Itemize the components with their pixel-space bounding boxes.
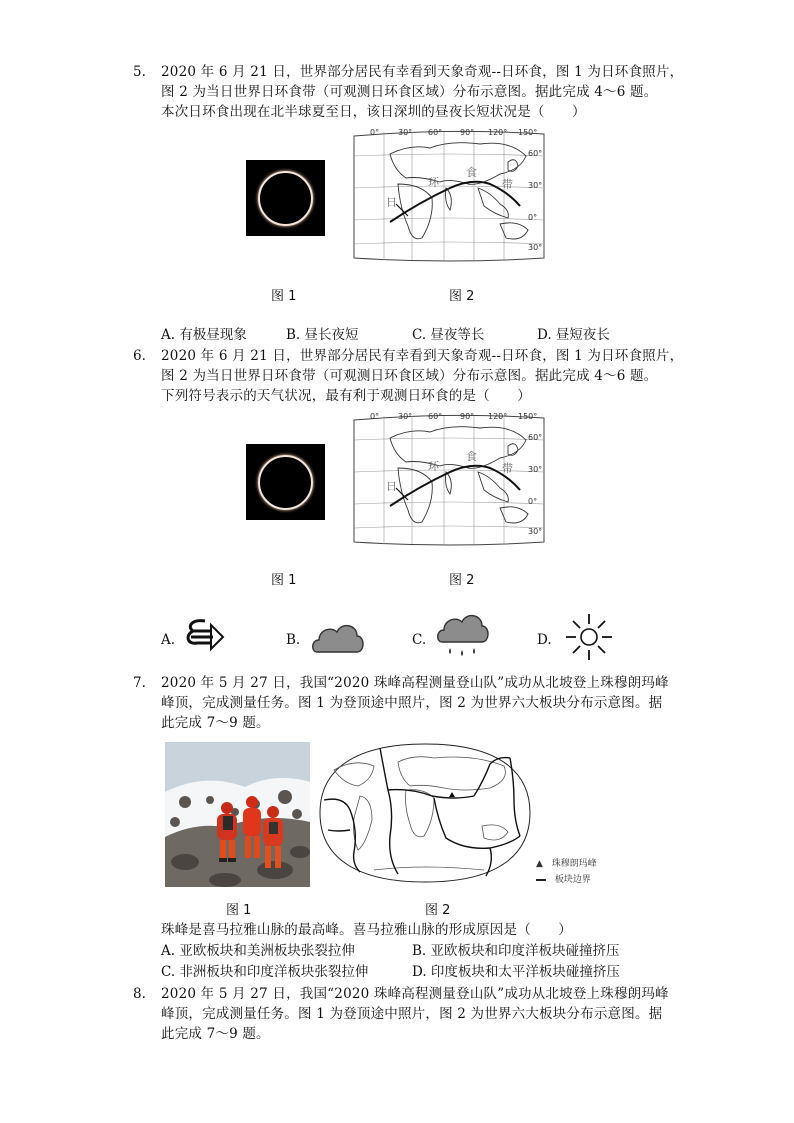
question-5-line-1: 2020 年 6 月 21 日，世界部分居民有幸看到天象奇观--日环食，图 1 为日环食照片，	[161, 64, 684, 80]
eclipse-ring	[258, 171, 313, 226]
rain-icon[interactable]	[436, 612, 490, 660]
map-band-label: 环	[428, 176, 439, 189]
q5-option-a[interactable]: A. 有极昼现象	[161, 327, 247, 343]
map-band-label: 环	[428, 460, 439, 473]
map-band-label: 带	[502, 178, 513, 191]
map-latitude-label: 0°	[528, 213, 538, 222]
map-band-label: 日	[386, 480, 397, 493]
question-6-number: 6.	[133, 348, 146, 364]
q6-option-c-label[interactable]: C.	[412, 632, 427, 648]
q6-figure-1-caption: 图 1	[271, 573, 297, 588]
map-longitude-label: 30°	[398, 128, 413, 137]
question-7-line-3: 此完成 7～9 题。	[161, 715, 270, 731]
q6-option-d-label[interactable]: D.	[537, 632, 552, 648]
tectonic-plates-map	[314, 740, 536, 886]
question-7-line-2: 峰顶，完成测量任务。图 1 为登顶途中照片，图 2 为世界六大板块分布示意图。据	[161, 695, 663, 711]
map-longitude-label: 30°	[398, 412, 413, 421]
map-band-label: 食	[466, 450, 477, 463]
q7-option-b[interactable]: B. 亚欧板块和印度洋板块碰撞挤压	[412, 943, 620, 959]
map-latitude-label: 30°	[528, 527, 543, 536]
q6-option-b-label[interactable]: B.	[286, 632, 301, 648]
map-longitude-label: 90°	[460, 412, 475, 421]
map-latitude-label: 60°	[528, 433, 543, 442]
map-longitude-label: 120°	[488, 128, 508, 137]
q5-figure-2-caption: 图 2	[449, 289, 475, 304]
q7-figure-1-caption: 图 1	[226, 903, 252, 918]
q7-option-c[interactable]: C. 非洲板块和印度洋板块张裂拉伸	[161, 964, 369, 980]
question-7-line-1: 2020 年 5 月 27 日，我国“2020 珠峰高程测量登山队”成功从北坡登上珠穆朗玛峰	[161, 675, 669, 691]
map-longitude-label: 150°	[518, 412, 538, 421]
wind-icon[interactable]	[183, 617, 227, 657]
q7-figure-2-caption: 图 2	[425, 903, 451, 918]
question-8-line-3: 此完成 7～9 题。	[161, 1026, 270, 1042]
map-latitude-label: 0°	[528, 497, 538, 506]
map-latitude-label: 30°	[528, 181, 543, 190]
question-8-number: 8.	[133, 986, 146, 1002]
question-7-stem: 珠峰是喜马拉雅山脉的最高峰。喜马拉雅山脉的形成原因是（ ）	[161, 922, 572, 938]
map-longitude-label: 150°	[518, 128, 538, 137]
map-latitude-label: 60°	[528, 149, 543, 158]
question-5-number: 5.	[133, 64, 146, 80]
question-5-line-3: 本次日环食出现在北半球夏至日，该日深圳的昼夜长短状况是（ ）	[161, 104, 586, 120]
everest-climbers-photo	[165, 742, 310, 887]
q6-option-a-label[interactable]: A.	[161, 632, 176, 648]
eclipse-band-map	[350, 126, 550, 266]
question-5-line-2: 图 2 为当日世界日环食带（可观测日环食区域）分布示意图。据此完成 4～6 题。	[161, 84, 658, 100]
question-6-line-1: 2020 年 6 月 21 日，世界部分居民有幸看到天象奇观--日环食，图 1 为日环食照片，	[161, 348, 684, 364]
map-longitude-label: 0°	[370, 412, 380, 421]
sun-icon[interactable]	[564, 612, 614, 662]
q7-option-d[interactable]: D. 印度板块和太平洋板块碰撞挤压	[412, 964, 620, 980]
q5-figure-1-caption: 图 1	[271, 289, 297, 304]
eclipse-band-map	[350, 410, 550, 550]
question-6-line-3: 下列符号表示的天气状况，最有利于观测日环食的是（ ）	[161, 388, 531, 404]
map-band-label: 食	[466, 166, 477, 179]
map-band-label: 日	[386, 196, 397, 209]
map-latitude-label: 30°	[528, 465, 543, 474]
legend-everest: ▲ 珠穆朗玛峰	[536, 859, 597, 869]
map-longitude-label: 120°	[488, 412, 508, 421]
map-band-label: 带	[502, 462, 513, 475]
map-longitude-label: 90°	[460, 128, 475, 137]
q7-option-a[interactable]: A. 亚欧板块和美洲板块张裂拉伸	[161, 943, 355, 959]
map-longitude-label: 60°	[428, 412, 443, 421]
map-longitude-label: 0°	[370, 128, 380, 137]
q5-option-c[interactable]: C. 昼夜等长	[412, 327, 485, 343]
map-latitude-label: 30°	[528, 243, 543, 252]
question-8-line-2: 峰顶，完成测量任务。图 1 为登顶途中照片，图 2 为世界六大板块分布示意图。据	[161, 1006, 663, 1022]
triangle-icon: ▲	[536, 859, 543, 869]
q6-figure-2-caption: 图 2	[449, 573, 475, 588]
eclipse-ring	[258, 455, 313, 510]
q5-option-d[interactable]: D. 昼短夜长	[537, 327, 610, 343]
q5-option-b[interactable]: B. 昼长夜短	[286, 327, 359, 343]
question-8-line-1: 2020 年 5 月 27 日，我国“2020 珠峰高程测量登山队”成功从北坡登上珠穆朗玛峰	[161, 986, 669, 1002]
map-longitude-label: 60°	[428, 128, 443, 137]
annular-eclipse-photo	[246, 160, 325, 236]
cloudy-icon[interactable]	[311, 620, 365, 656]
question-6-line-2: 图 2 为当日世界日环食带（可观测日环食区域）分布示意图。据此完成 4～6 题。	[161, 368, 658, 384]
annular-eclipse-photo	[246, 444, 325, 520]
boundary-line-icon	[536, 879, 546, 881]
question-7-number: 7.	[133, 675, 146, 691]
legend-plate-boundary: 板块边界	[536, 872, 591, 885]
